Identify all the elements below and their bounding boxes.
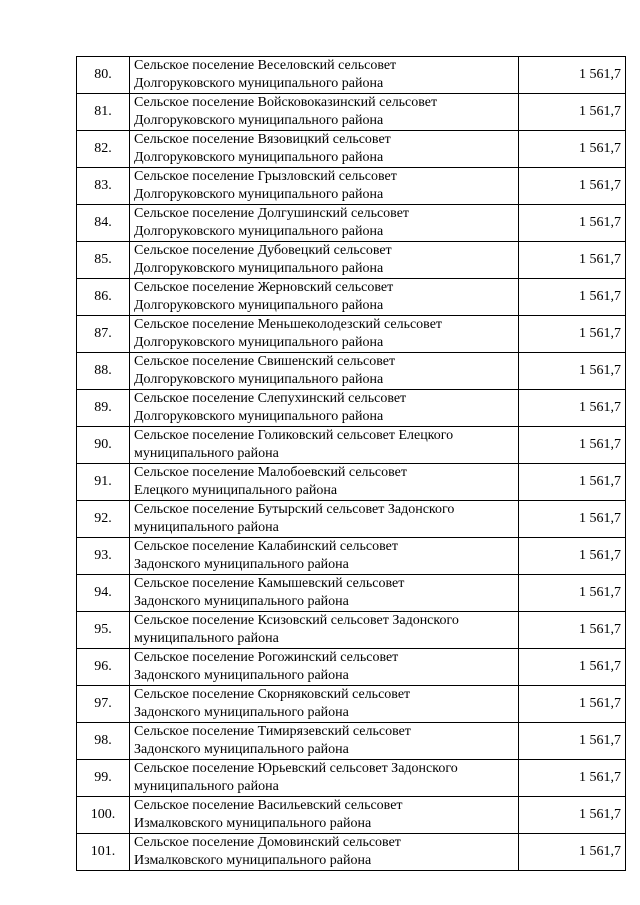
table-row: [77, 797, 626, 834]
settlement-name-line: Сельское поселение Веселовский сельсовет: [134, 58, 397, 73]
settlement-name-line: Сельское поселение Домовинский сельсовет: [134, 835, 401, 850]
settlement-name: [130, 94, 519, 131]
row-number: 82.: [77, 131, 130, 168]
row-number: 98.: [77, 723, 130, 760]
district-name-line: Долгоруковского муниципального района: [134, 224, 384, 239]
table-row: [77, 205, 626, 242]
settlement-name: [130, 131, 519, 168]
row-number: 92.: [77, 501, 130, 538]
amount-value: 1 561,7: [519, 538, 626, 575]
settlement-name: [130, 686, 519, 723]
settlement-name-line: Сельское поселение Вязовицкий сельсовет: [134, 132, 391, 147]
amount-value: 1 561,7: [519, 612, 626, 649]
settlement-name: [130, 538, 519, 575]
row-number: 84.: [77, 205, 130, 242]
amount-value: 1 561,7: [519, 723, 626, 760]
district-name-line: Долгоруковского муниципального района: [134, 113, 384, 128]
row-number: 100.: [77, 797, 130, 834]
settlement-name-line: Сельское поселение Свишенский сельсовет: [134, 354, 396, 369]
amount-value: 1 561,7: [519, 205, 626, 242]
settlement-name-line: Сельское поселение Малобоевский сельсовет: [134, 465, 407, 480]
settlement-name: [130, 649, 519, 686]
amount-value: 1 561,7: [519, 131, 626, 168]
table-row: [77, 168, 626, 205]
settlement-name-line: Сельское поселение Бутырский сельсовет Задонского: [134, 502, 455, 517]
settlement-name-line: Сельское поселение Васильевский сельсовет: [134, 798, 403, 813]
amount-value: 1 561,7: [519, 501, 626, 538]
table-row: [77, 316, 626, 353]
settlement-name: [130, 723, 519, 760]
amount-value: 1 561,7: [519, 649, 626, 686]
table-row: [77, 760, 626, 797]
district-name-line: Долгоруковского муниципального района: [134, 261, 384, 276]
amount-value: 1 561,7: [519, 797, 626, 834]
settlement-name: [130, 797, 519, 834]
district-name-line: Елецкого муниципального района: [134, 483, 338, 498]
settlement-name: [130, 205, 519, 242]
amount-value: 1 561,7: [519, 464, 626, 501]
amount-value: 1 561,7: [519, 94, 626, 131]
district-name-line: Задонского муниципального района: [134, 742, 349, 757]
settlement-name: [130, 427, 519, 464]
settlement-name: [130, 464, 519, 501]
settlement-name-line: Сельское поселение Тимирязевский сельсовет: [134, 724, 411, 739]
row-number: 83.: [77, 168, 130, 205]
settlement-name: [130, 279, 519, 316]
district-name-line: Задонского муниципального района: [134, 668, 349, 683]
district-name-line: Долгоруковского муниципального района: [134, 409, 384, 424]
settlement-name-line: Сельское поселение Калабинский сельсовет: [134, 539, 398, 554]
row-number: 95.: [77, 612, 130, 649]
settlement-name: [130, 316, 519, 353]
district-name-line: Долгоруковского муниципального района: [134, 150, 384, 165]
table-row: [77, 427, 626, 464]
table-row: [77, 686, 626, 723]
amount-value: 1 561,7: [519, 427, 626, 464]
settlement-name: [130, 242, 519, 279]
district-name-line: муниципального района: [134, 631, 279, 646]
table-row: [77, 353, 626, 390]
table-row: [77, 242, 626, 279]
row-number: 85.: [77, 242, 130, 279]
amount-value: 1 561,7: [519, 57, 626, 94]
settlement-name-line: Сельское поселение Ксизовский сельсовет Задонского: [134, 613, 459, 628]
row-number: 88.: [77, 353, 130, 390]
row-number: 96.: [77, 649, 130, 686]
district-name-line: Долгоруковского муниципального района: [134, 76, 384, 91]
amount-value: 1 561,7: [519, 316, 626, 353]
row-number: 90.: [77, 427, 130, 464]
amount-value: 1 561,7: [519, 279, 626, 316]
table-row: [77, 649, 626, 686]
table-row: [77, 94, 626, 131]
amount-value: 1 561,7: [519, 390, 626, 427]
row-number: 94.: [77, 575, 130, 612]
settlement-name: [130, 834, 519, 871]
row-number: 81.: [77, 94, 130, 131]
amount-value: 1 561,7: [519, 242, 626, 279]
table-row: [77, 57, 626, 94]
settlement-name: [130, 168, 519, 205]
table-body: [77, 57, 626, 871]
row-number: 101.: [77, 834, 130, 871]
settlement-name: [130, 353, 519, 390]
amount-value: 1 561,7: [519, 686, 626, 723]
amount-value: 1 561,7: [519, 168, 626, 205]
row-number: 93.: [77, 538, 130, 575]
settlement-name-line: Сельское поселение Слепухинский сельсовет: [134, 391, 407, 406]
row-number: 97.: [77, 686, 130, 723]
row-number: 80.: [77, 57, 130, 94]
row-number: 86.: [77, 279, 130, 316]
table-row: [77, 464, 626, 501]
amount-value: 1 561,7: [519, 575, 626, 612]
settlement-name: [130, 501, 519, 538]
table-row: [77, 279, 626, 316]
allocation-table: [76, 56, 626, 871]
settlement-name-line: Сельское поселение Грызловский сельсовет: [134, 169, 397, 184]
district-name-line: муниципального района: [134, 779, 279, 794]
district-name-line: Долгоруковского муниципального района: [134, 335, 384, 350]
settlement-name-line: Сельское поселение Рогожинский сельсовет: [134, 650, 399, 665]
settlement-name: [130, 390, 519, 427]
district-name-line: муниципального района: [134, 520, 279, 535]
settlement-name-line: Сельское поселение Скорняковский сельсовет: [134, 687, 411, 702]
row-number: 91.: [77, 464, 130, 501]
amount-value: 1 561,7: [519, 834, 626, 871]
district-name-line: Задонского муниципального района: [134, 557, 349, 572]
district-name-line: Задонского муниципального района: [134, 705, 349, 720]
settlement-name-line: Сельское поселение Камышевский сельсовет: [134, 576, 405, 591]
table-row: [77, 723, 626, 760]
table-row: [77, 538, 626, 575]
settlement-name: [130, 612, 519, 649]
table-row: [77, 612, 626, 649]
row-number: 99.: [77, 760, 130, 797]
district-name-line: Измалковского муниципального района: [134, 816, 372, 831]
settlement-name-line: Сельское поселение Меньшеколодезский сельсовет: [134, 317, 443, 332]
settlement-name-line: Сельское поселение Войсковоказинский сельсовет: [134, 95, 438, 110]
district-name-line: муниципального района: [134, 446, 279, 461]
district-name-line: Долгоруковского муниципального района: [134, 187, 384, 202]
row-number: 87.: [77, 316, 130, 353]
settlement-name: [130, 57, 519, 94]
table-row: [77, 575, 626, 612]
amount-value: 1 561,7: [519, 353, 626, 390]
settlement-name-line: Сельское поселение Дубовецкий сельсовет: [134, 243, 392, 258]
settlement-name: [130, 575, 519, 612]
table-row: [77, 131, 626, 168]
district-name-line: Измалковского муниципального района: [134, 853, 372, 868]
amount-value: 1 561,7: [519, 760, 626, 797]
settlement-name-line: Сельское поселение Жерновский сельсовет: [134, 280, 394, 295]
row-number: 89.: [77, 390, 130, 427]
settlement-name-line: Сельское поселение Долгушинский сельсовет: [134, 206, 410, 221]
settlement-name: [130, 760, 519, 797]
settlement-name-line: Сельское поселение Юрьевский сельсовет Задонского: [134, 761, 458, 776]
table-row: [77, 501, 626, 538]
district-name-line: Долгоруковского муниципального района: [134, 372, 384, 387]
settlement-name-line: Сельское поселение Голиковский сельсовет Елецкого: [134, 428, 454, 443]
table-row: [77, 834, 626, 871]
district-name-line: Долгоруковского муниципального района: [134, 298, 384, 313]
table-row: [77, 390, 626, 427]
district-name-line: Задонского муниципального района: [134, 594, 349, 609]
